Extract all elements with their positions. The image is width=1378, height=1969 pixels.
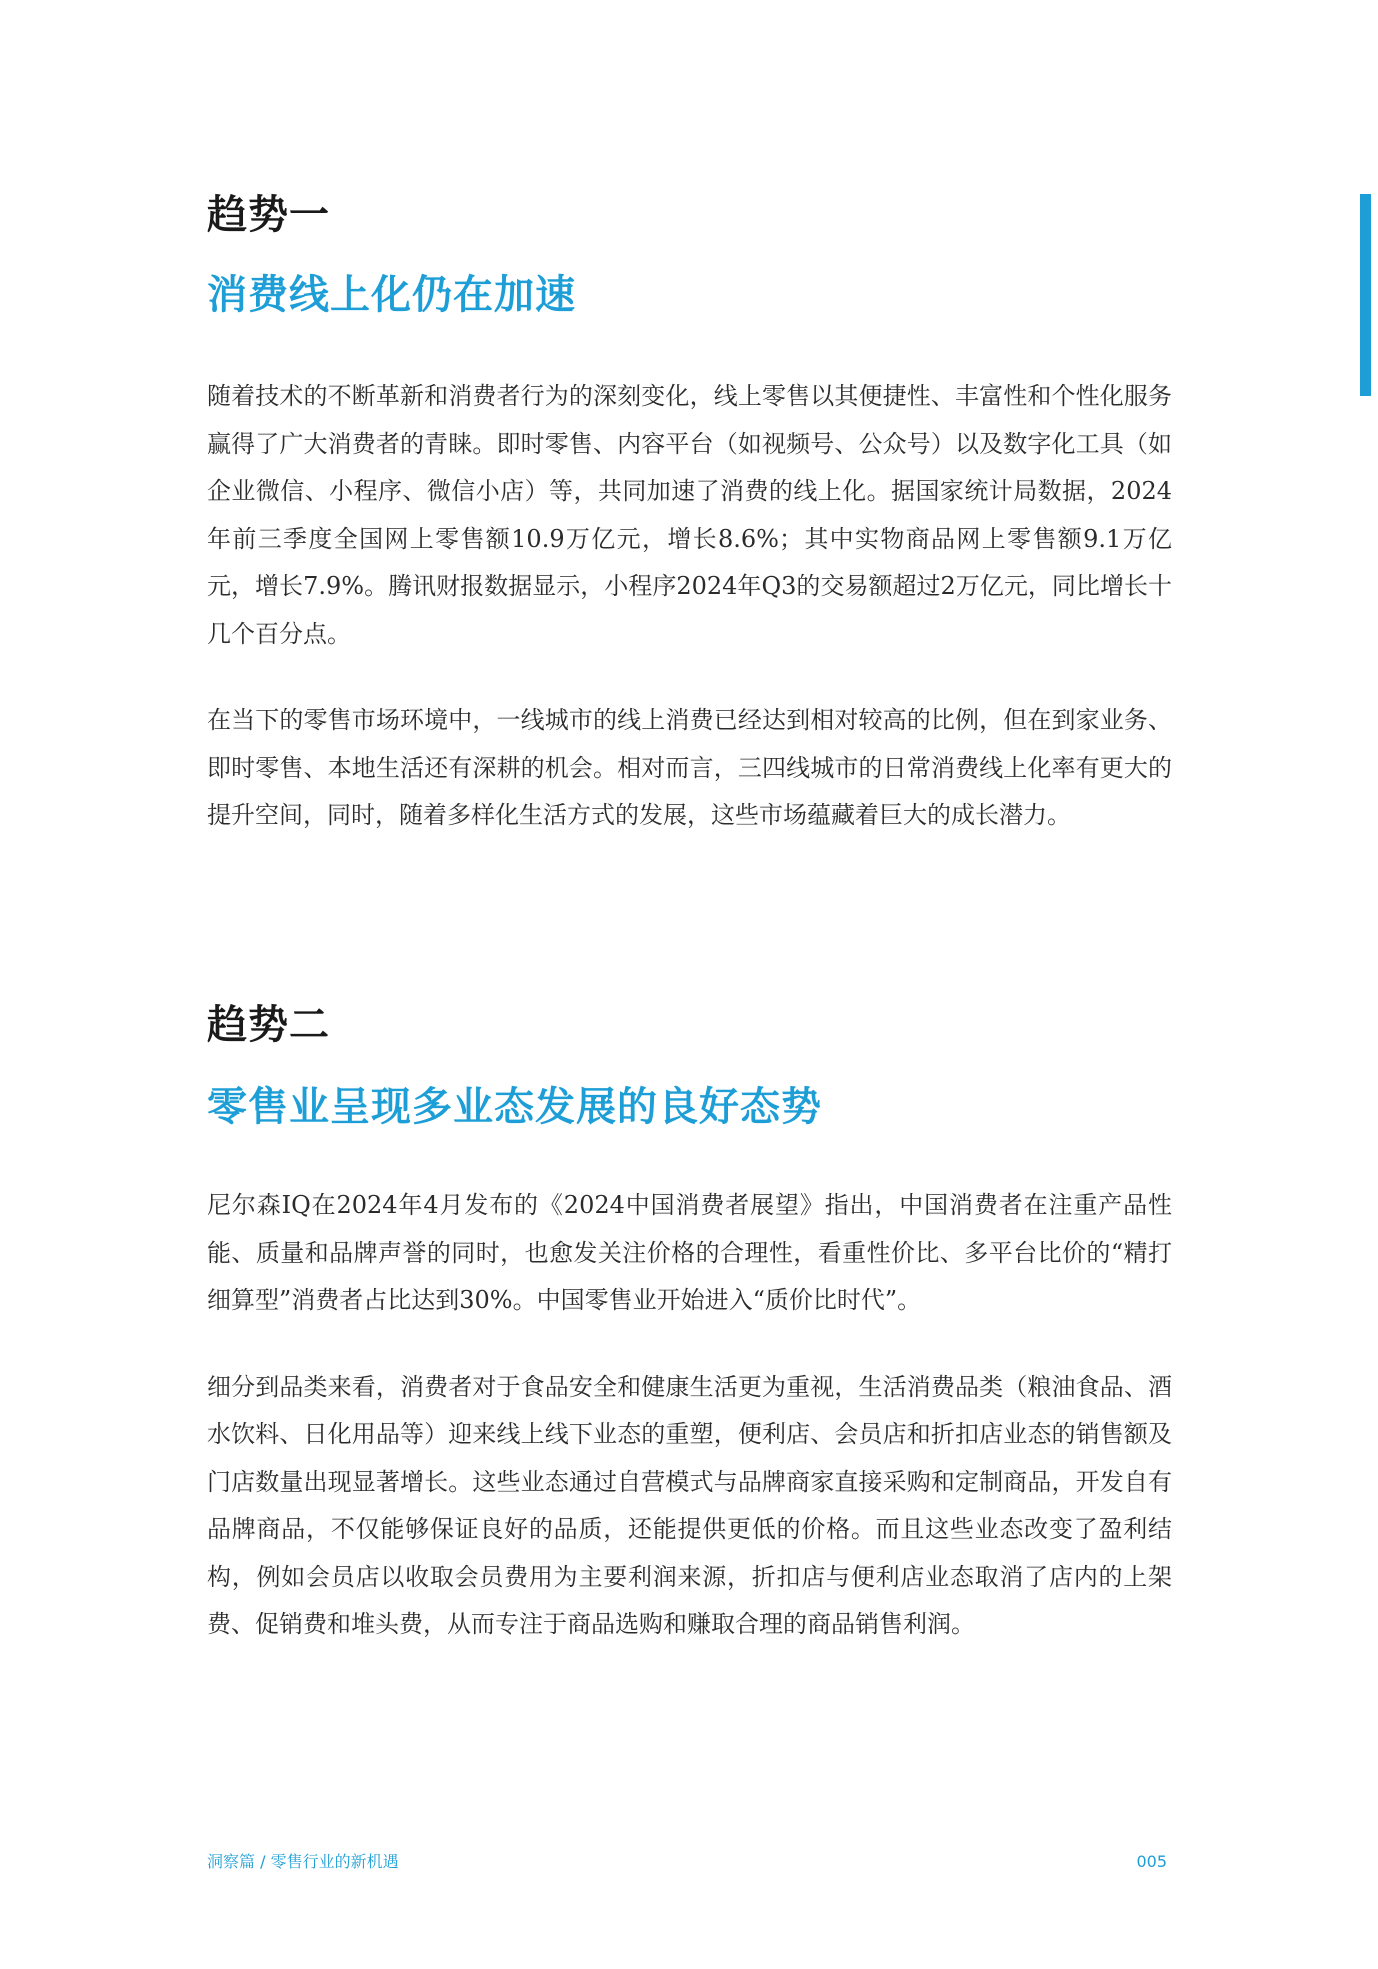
- trend-two-paragraph-1: 尼尔森IQ在2024年4月发布的《2024中国消费者展望》指出，中国消费者在注重产品性能、质量和品牌声誉的同时，也愈发关注价格的合理性，看重性价比、多平台比价的“精打细算型”消费者占比达到30%。中国零售业开始进入“质价比时代”。: [207, 1191, 1172, 1314]
- trend-two-label: 趋势二: [207, 1002, 330, 1048]
- footer-section-title: 洞察篇 / 零售行业的新机遇: [207, 1852, 399, 1871]
- trend-two-paragraph-2: 细分到品类来看，消费者对于食品安全和健康生活更为重视，生活消费品类（粮油食品、酒水饮料、日化用品等）迎来线上线下业态的重塑，便利店、会员店和折扣店业态的销售额及门店数量出现显著增长。这些业态通过自营模式与品牌商家直接采购和定制商品，开发自有品牌商品，不仅能够保证良好的品质，还能提供更低的价格。而且这些业态改变了盈利结构，例如会员店以收取会员费用为主要利润来源，折扣店与便利店业态取消了店内的上架费、促销费和堆头费，从而专注于商品选购和赚取合理的商品销售利润。: [207, 1372, 1172, 1638]
- trend-two-title: 零售业呈现多业态发展的良好态势: [207, 1084, 822, 1130]
- footer-page-number: 005: [1136, 1852, 1167, 1871]
- trend-one-paragraph-1: 随着技术的不断革新和消费者行为的深刻变化，线上零售以其便捷性、丰富性和个性化服务赢得了广大消费者的青睐。即时零售、内容平台（如视频号、公众号）以及数字化工具（如企业微信、小程序、微信小店）等，共同加速了消费的线上化。据国家统计局数据，2024年前三季度全国网上零售额10.9万亿元，增长8.6%；其中实物商品网上零售额9.1万亿元，增长7.9%。腾讯财报数据显示，小程序2024年Q3的交易额超过2万亿元，同比增长十几个百分点。: [207, 382, 1172, 648]
- trend-one-section: [207, 190, 1172, 840]
- trend-one-label: 趋势一: [207, 192, 330, 238]
- trend-two-section: [207, 1000, 1172, 1649]
- trend-one-paragraph-2: 在当下的零售市场环境中，一线城市的线上消费已经达到相对较高的比例，但在到家业务、即时零售、本地生活还有深耕的机会。相对而言，三四线城市的日常消费线上化率有更大的提升空间，同时，随着多样化生活方式的发展，这些市场蕴藏着巨大的成长潜力。: [207, 706, 1172, 829]
- trend-one-title: 消费线上化仍在加速: [207, 272, 576, 318]
- accent-bar: [1360, 194, 1371, 396]
